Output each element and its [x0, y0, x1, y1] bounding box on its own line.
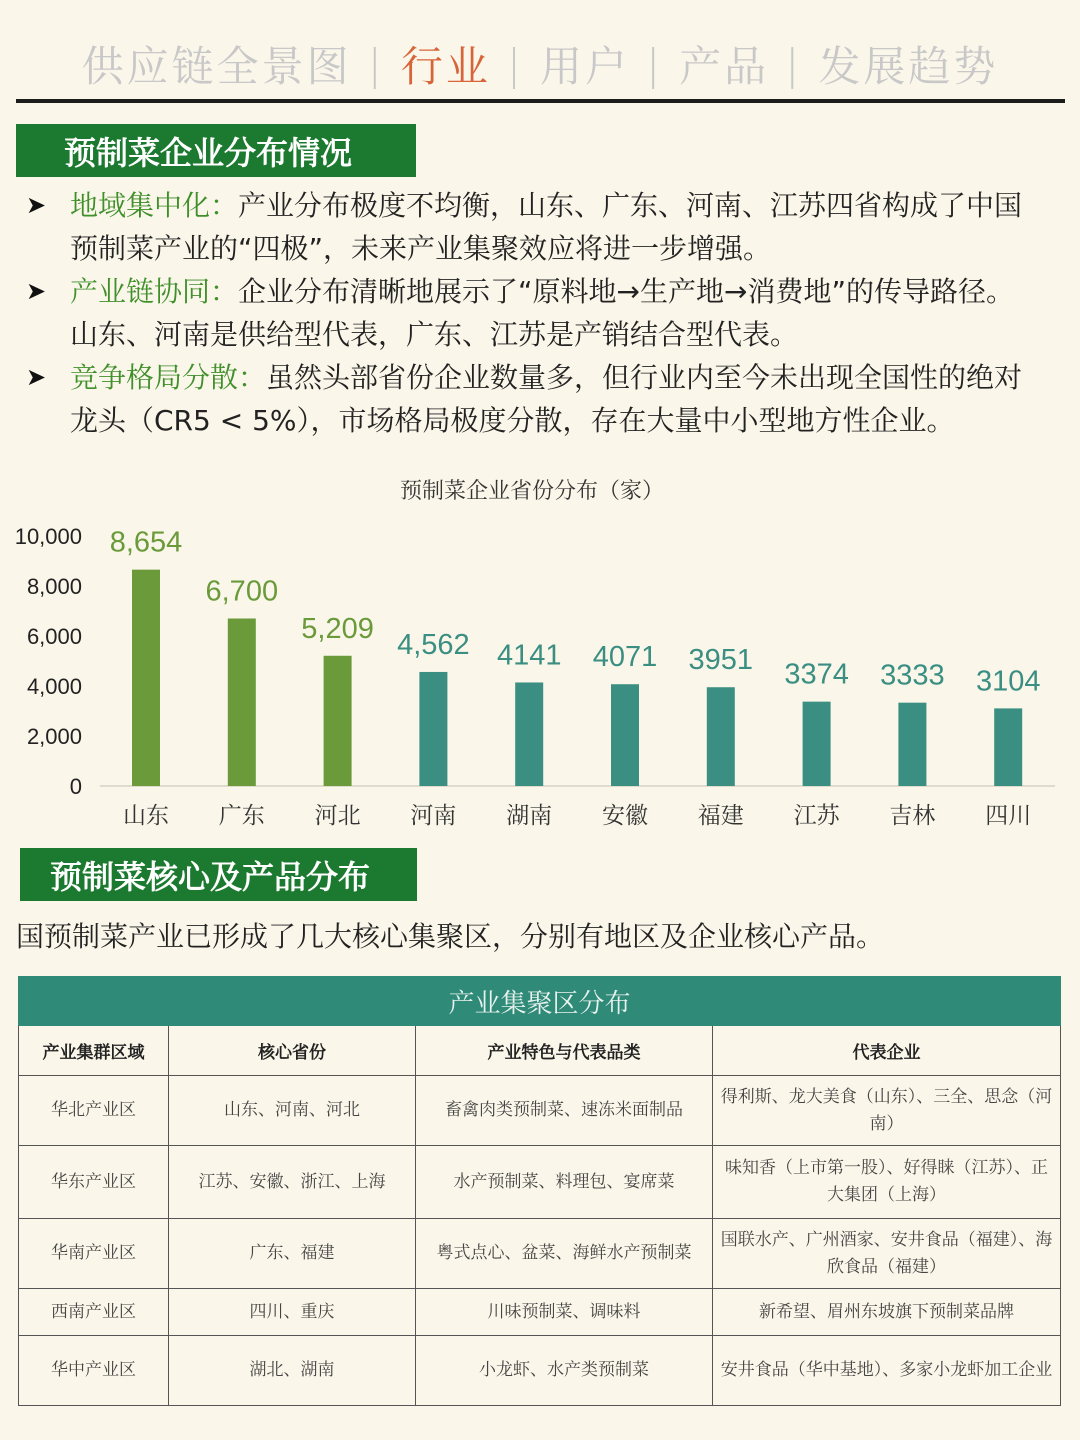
data-label: 3374 [784, 658, 849, 691]
arrow-bullet-icon: ➤ [26, 191, 47, 219]
table-cell: 畜禽肉类预制菜、速冻米面制品 [416, 1076, 713, 1146]
x-tick-label: 四川 [985, 802, 1032, 828]
table-cell: 华南产业区 [19, 1219, 169, 1289]
table-cell: 华东产业区 [19, 1146, 169, 1219]
bullet-text: 虽然头部省份企业数量多，但行业内至今未出现全国性的绝对龙头（CR5 < 5%），市场格局极度分散，存在大量中小型地方性企业。 [70, 361, 1023, 437]
table-cell: 安井食品（华中基地）、多家小龙虾加工企业 [713, 1336, 1061, 1406]
nav-separator: | [646, 39, 664, 89]
data-label: 6,700 [205, 575, 279, 608]
x-tick-label: 安徽 [602, 802, 648, 828]
y-tick-label: 6,000 [26, 624, 82, 649]
arrow-bullet-icon: ➤ [26, 277, 47, 305]
bar-四川 [994, 708, 1022, 786]
y-axis [15, 524, 82, 799]
data-label: 4071 [592, 641, 658, 674]
bullet-text: 产业分布极度不均衡，山东、广东、河南、江苏四省构成了中国预制菜产业的“四极”，未来产业集聚效应将进一步增强。 [70, 189, 1023, 265]
section-intro-text: 国预制菜产业已形成了几大核心集聚区，分别有地区及企业核心产品。 [16, 920, 885, 953]
table-cell: 湖北、湖南 [169, 1336, 416, 1406]
bullet-list [26, 184, 1026, 442]
table-cell: 国联水产、广州酒家、安井食品（福建）、海欣食品（福建） [713, 1219, 1061, 1289]
data-label: 4141 [496, 639, 562, 672]
tab-users[interactable]: 用户 [539, 42, 630, 91]
table-cell: 小龙虾、水产类预制菜 [416, 1336, 713, 1406]
section-title-text: 预制菜企业分布情况 [64, 133, 353, 172]
bar-吉林 [898, 703, 926, 786]
data-label: 3333 [880, 659, 945, 692]
x-tick-label: 福建 [697, 802, 744, 828]
x-tick-label: 湖南 [506, 802, 553, 828]
data-label: 8,654 [109, 526, 183, 559]
data-label: 3951 [688, 644, 754, 677]
table-caption: 产业集聚区分布 [19, 977, 1061, 1026]
table-cell: 西南产业区 [19, 1289, 169, 1336]
bullet-item [26, 270, 1026, 356]
tab-supply-chain[interactable]: 供应链全景图 [81, 42, 352, 91]
x-tick-label: 广东 [218, 802, 265, 828]
table-cell: 得利斯、龙大美食（山东）、三全、思念（河南） [713, 1076, 1061, 1146]
x-tick-label: 河北 [314, 802, 361, 828]
nav-separator: | [785, 39, 803, 89]
bar-江苏 [803, 702, 831, 786]
table-header-row [19, 1026, 1061, 1076]
y-tick-label: 2,000 [26, 724, 82, 749]
province-distribution-chart [0, 470, 1080, 840]
y-tick-label: 10,000 [14, 524, 82, 549]
section-title-enterprise-distribution [16, 124, 416, 177]
bars [110, 527, 1041, 828]
chart-title: 预制菜企业省份分布（家） [399, 478, 665, 503]
table-row [19, 1289, 1061, 1336]
x-tick-label: 山东 [123, 802, 169, 828]
x-tick-label: 河南 [410, 802, 457, 828]
data-label: 3104 [975, 665, 1041, 698]
column-header: 核心省份 [169, 1026, 416, 1076]
table-cell: 水产预制菜、料理包、宴席菜 [416, 1146, 713, 1219]
bar-福建 [707, 687, 735, 786]
table-row [19, 1076, 1061, 1146]
bar-河北 [324, 656, 352, 786]
bullet-key: 产业链协同： [70, 275, 239, 308]
data-label: 4,562 [397, 628, 470, 661]
table-cell: 山东、河南、河北 [169, 1076, 416, 1146]
bullet-text: 企业分布清晰地展示了“原料地→生产地→消费地”的传导路径。山东、河南是供给型代表，广东、江苏是产销结合型代表。 [70, 275, 1014, 351]
tab-products[interactable]: 产品 [679, 42, 770, 91]
y-tick-label: 8,000 [26, 574, 82, 599]
table-cell: 广东、福建 [169, 1219, 416, 1289]
nav-separator: | [506, 39, 524, 89]
y-tick-label: 0 [69, 774, 82, 799]
table-cell: 华中产业区 [19, 1336, 169, 1406]
bar-广东 [228, 619, 256, 787]
cluster-table [18, 976, 1061, 1406]
tab-industry[interactable]: 行业 [400, 42, 491, 91]
x-tick-label: 江苏 [793, 802, 840, 828]
tab-trends[interactable]: 发展趋势 [818, 42, 999, 91]
bar-chart-svg [0, 470, 1080, 840]
nav-divider [16, 99, 1065, 103]
table-cell: 川味预制菜、调味料 [416, 1289, 713, 1336]
column-header: 代表企业 [713, 1026, 1061, 1076]
x-tick-label: 吉林 [889, 802, 936, 828]
bar-湖南 [515, 682, 543, 786]
arrow-bullet-icon: ➤ [26, 363, 47, 391]
table-cell: 华北产业区 [19, 1076, 169, 1146]
table-cell: 四川、重庆 [169, 1289, 416, 1336]
table-cell: 江苏、安徽、浙江、上海 [169, 1146, 416, 1219]
table-row [19, 1146, 1061, 1219]
table-cell: 新希望、眉州东坡旗下预制菜品牌 [713, 1289, 1061, 1336]
table-row [19, 1336, 1061, 1406]
table-row [19, 1219, 1061, 1289]
data-label: 5,209 [301, 612, 374, 645]
bar-安徽 [611, 684, 639, 786]
column-header: 产业特色与代表品类 [416, 1026, 713, 1076]
table-cell: 粤式点心、盆菜、海鲜水产预制菜 [416, 1219, 713, 1289]
table-cell: 味知香（上市第一股）、好得睐（江苏）、正大集团（上海） [713, 1146, 1061, 1219]
y-tick-label: 4,000 [26, 674, 82, 699]
bullet-item [26, 356, 1026, 442]
table-caption-row [19, 977, 1061, 1026]
nav-separator: | [367, 39, 385, 89]
bar-山东 [132, 570, 160, 786]
column-header: 产业集群区域 [19, 1026, 169, 1076]
bar-河南 [419, 672, 447, 786]
bullet-key: 地域集中化： [70, 189, 239, 222]
section-title-text: 预制菜核心及产品分布 [50, 857, 371, 896]
bullet-key: 竞争格局分散： [70, 361, 267, 394]
bullet-item [26, 184, 1026, 270]
section-title-core-products [20, 848, 417, 901]
top-nav [0, 32, 1080, 96]
